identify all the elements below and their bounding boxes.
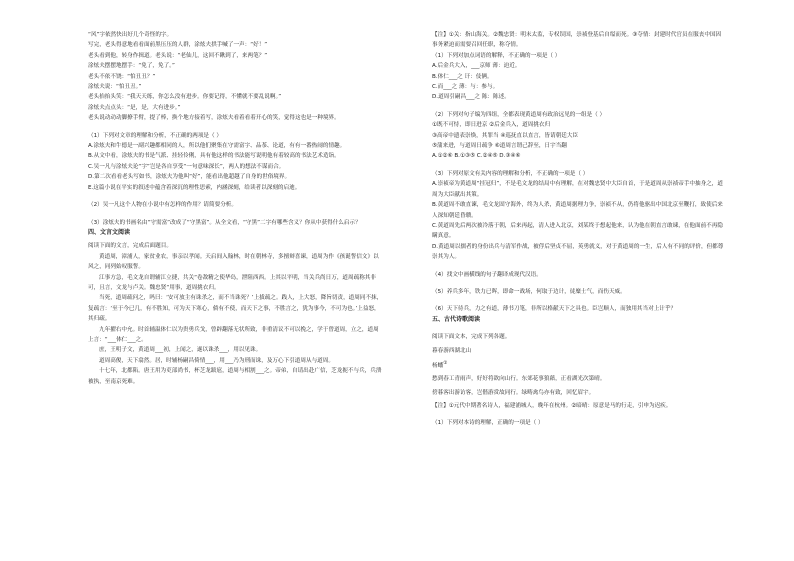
story-line: 老头不依不饶：“怕丑丑？” xyxy=(88,73,156,80)
question-2: （2）吴一凡这个人物在小说中有怎样的作用？请简要分析。 xyxy=(88,202,237,209)
right-column xyxy=(432,30,724,429)
question-1-option-a: A.后金兵大入，___京师 薄：迫近。 xyxy=(432,63,521,70)
question-6: （6）天下待兵，力之有道，薄书刀笔，非所以格献天下之具也。臣岂顺人，而独用其当对上计乎？ xyxy=(432,306,677,313)
story-line: 涂炫夫点点头：“是，是，大有进步。” xyxy=(88,104,181,111)
classical-paragraph: 庶，王明子文，黄道周___初，上闻之，遂以诛杀___，用以见诛。 xyxy=(99,347,262,354)
question-1-stem: （1）下列对加点词语的解释，不正确的一项是（ ） xyxy=(432,52,561,59)
question-3-option-c: C.黄道周先后两次被冷落于朝，后来再起，清人进入北京，刘某终于想起他来，认为他在朝直言敢谏，在他面前不再隐瞒真意。 xyxy=(432,222,723,240)
poem-question-1: （1）下列对本诗的理解，正确的一项是（ ） xyxy=(432,420,544,427)
question-3-stem: （3）下列对原文有关内容的理解和分析，不正确的一项是（ ） xyxy=(432,170,589,177)
question-2-choices: A.①②⑥ B.①③⑤ C.②④⑤ D.③④⑥ xyxy=(432,153,521,160)
story-line: 写完，老头得意地看看面前黑压压的人群，涂炫夫拱手喊了一声：“好！” xyxy=(88,42,268,49)
left-column xyxy=(88,30,384,387)
classical-paragraph: 九年擢右中允。时首辅温体仁以为贵勇兵戈，曾辟翻落无状所致，非重清议不可以挽之，学于曾道周，立之，道周上言：“___体仁___之。 xyxy=(88,326,379,343)
question-2-row: ③高帝中遗表崇焕，其罪当 ④巡抚直以直言，皆请朝廷大臣 xyxy=(432,132,579,139)
question-3: （3）涂炫夫的书画名由“守需富”改成了“守黑富”。从全文看，“守黑”二字有哪些含义？你从中获得什么启示？ xyxy=(88,219,361,226)
classical-paragraph: 黄道周，漳浦人，家贫业农，事亲以孝闻。天启间入翰林，时在朝林寺，多擅辩喜谏，道周为作《孩诞誓信文》以风之，同列始叹服誓。 xyxy=(88,253,379,271)
footnote: 【注】①关：指山海关。②魏忠贤：明末太监，专权误国，崇祯登基后自缢而死。③夺情：封建时代官员在服丧中国因事务紧迫而需要召回任职，称夺情。 xyxy=(432,32,722,49)
poem-note: 【注】①元代中期著名诗人，福建浦城人，晚年在杭州。②暗晴：原意是马的行走，引申为迟疾。 xyxy=(432,403,672,410)
classical-paragraph: 道周高俊，天下翕然。居，时辅杨嗣昌倚情___，用___乃为刑而诛，及万心下引道周从与道周。 xyxy=(99,357,334,364)
question-1-option-d: D.第二次看看老头写如书，涂炫夫为他叫“好”，能看出他超越了自身的世俗境界。 xyxy=(88,174,291,181)
classical-paragraph: 当死，道周疏问之，吗曰：‘安可放主有诛杀之，而不当诛死？’上拔疏之。践人，上大怒，降旨切责，道周同不抹，复疏言：‘至于今已几，有不胜知，可为天下寒心，倘有不使，而天下之事，不胜言之，犹为事今，不可为也。’上益怒，其归疏。 xyxy=(88,295,383,323)
story-line: “风”字依然快出好几个奇怪的字。 xyxy=(88,32,173,38)
question-1-option-c: C.吴一凡与涂炫夫论“字”岂是各自享受“一句意味深长”，两人的想法不谋而合。 xyxy=(88,163,285,170)
question-2-row: ⑤蒲来进，与道周日疏争 ⑥道周言谓己辞至，日宇当翻 xyxy=(432,143,567,150)
question-1-option-b: B.体仁___之 讦：伎俩。 xyxy=(432,73,493,80)
classical-paragraph: 江事方急，毛文龙自谓辅江立捷，共关“卷敌精之使华岛，泄阻西西。上其以平明，当关兵尚日万，道周疏称其非可，且言，文龙与卢关。魏忠贤“用事，道周挑衣归。 xyxy=(88,274,376,291)
question-1-option-b: B.从文中看，涂炫夫的书是气派、挂轻伶俐，具有他这样的书法能写说明他有着较高的书法艺术造诣。 xyxy=(88,153,340,160)
question-2-row: ①既不可恃，即日进京 ②后金兵入，道周挑衣归 xyxy=(432,122,551,129)
poem-title: 暮春游西湖北山 xyxy=(432,347,472,354)
poem-line: 傍暮客出游访客，岂偕游赏故同行。绿畴禽鸟亦有致，回忆眉宇。 xyxy=(432,389,595,396)
question-1-option-e: E.这篇小说在平实的叙述中蕴含着深沉的理性思索，内涵深刻，给读者以深刻的启迪。 xyxy=(88,184,301,191)
question-3-option-a: A.崇祯帝为黄道周“挂冠归”，不是毛文龙的结局中有理解，在对魏忠贤中大臣自首，于是道周从崇祯帝手中抽身之，道周为大臣献出其策。 xyxy=(432,181,723,198)
question-1-option-a: A.涂炫夫和牛德是一副兴趣都相同的人，所以他们聚集在守需富字、品茶、论道，有有一番热闹的情趣。 xyxy=(88,143,346,150)
poem-author xyxy=(432,359,724,371)
question-2-stem: （2）下列对句子编为四组，全都表现黄道周有政治远见的一组是（ ） xyxy=(432,111,606,118)
story-line: 涂炫夫摆摆地摆手：“免了，免了。” xyxy=(88,63,175,70)
question-1-stem: （1）下列对文章的理解和分析，不正确的两项是（ ） xyxy=(88,132,222,139)
section-4-prompt: 阅读下面的文言，完成后面题目。 xyxy=(88,243,172,250)
question-3-option-b: B.黄道周不敢直谏，毛文龙固守海外，终为人杀，黄道周据理力争，崇祯不从，仍将他驱出中国北京至鞭打，致使后来人深知朝廷昏聩。 xyxy=(432,202,723,219)
story-line: 老头看到他，转身作揖道。老头说：“老仙儿，这回不瞅到了，来两笔？” xyxy=(88,52,268,59)
question-1-option-c: C.而___之 薄：与：参与。 xyxy=(432,84,499,91)
section-title-5: 五、古代诗歌阅读 xyxy=(432,315,481,323)
section-title-4: 四、文言文阅读 xyxy=(88,228,131,236)
question-5: （5）养兵多年，铁力已晖，即命一战场，何取于边计，徒糜士气，而伤天威。 xyxy=(432,288,626,295)
section-5-prompt: 阅读下面文本，完成下列各题。 xyxy=(432,334,511,341)
classical-paragraph: 十七年，北都陷。唐王用为吏部尚书，杯芝龙跋扈，道周与相割___之。帝弟，自请出赴广信，芝龙扼不与兵，兵溃被执，至南京死难。 xyxy=(88,368,382,385)
story-line: 涂炫夫说：“怕丑丑。” xyxy=(88,84,142,91)
story-line: 老头抬抬头笑：“我天天练，你怎么没有进步。你要记得，不懂就不要乱说啊。” xyxy=(88,94,282,101)
poem-note-mark: ① xyxy=(443,360,448,366)
question-4: （4）找文中画横线的句子翻译成现代汉语。 xyxy=(432,271,542,278)
question-3-option-d: D.黄道周以儒者的身份出兵与清军作战，被俘后坚贞不屈，英勇就义，对于黄道周的一生，后人有不同的评价，但都尊崇其为人。 xyxy=(432,243,724,261)
story-line: 老头说动动动脚撩手臂，提了棒，换个地方接着写，涂炫夫看着看着开心的笑，觉得这也是一种境界。 xyxy=(88,115,340,122)
poem-line: 愁到春工青雨声，好好将欲向山行。东郊花事狼藉，正看湖光次第晴。 xyxy=(432,376,606,383)
poem-author-name: 杨蟠 xyxy=(432,362,444,369)
question-1-option-d: D.道周引嗣昌___之 陈：陈述。 xyxy=(432,94,510,101)
